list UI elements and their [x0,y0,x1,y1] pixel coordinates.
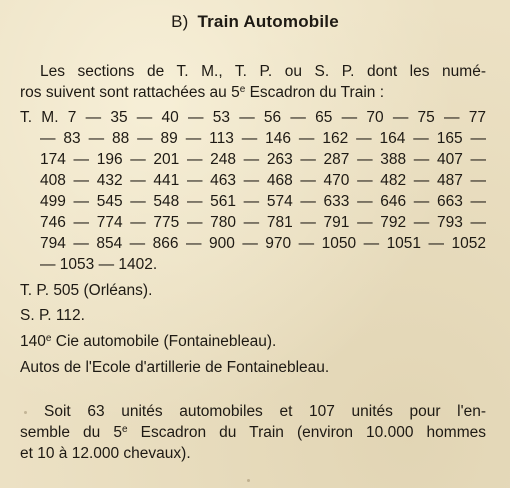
sp-line: S. P. 112. [20,307,85,324]
intro-line-2 [20,83,384,103]
cie-line [20,332,276,352]
tm-list-line-7: 794 — 854 — 866 — 900 — 970 — 1050 — 1051 — 1052 [40,235,486,252]
summary-line-2-end: Escadron du Train (environ 10.000 hommes [127,424,486,441]
autos-line: Autos de l'Ecole d'artillerie de Fontainebleau. [20,359,330,376]
section-title: Train Automobile [197,12,339,31]
section-heading [0,12,510,32]
tm-list-line-1: T. M. 7 — 35 — 40 — 53 — 56 — 65 — 70 — 75 — 77 [20,109,486,126]
tm-list-line-5: 499 — 545 — 548 — 561 — 574 — 633 — 646 — 663 — [40,193,486,210]
cie-text: Cie automobile (Fontainebleau). [51,333,277,350]
intro-line-2-sup: e [239,84,246,95]
paper-speck [247,479,250,482]
intro-line-1: Les sections de T. M., T. P. ou S. P. dont les numé- [40,63,486,80]
cie-number: 140 [20,333,46,350]
tm-list-line-2: — 83 — 88 — 89 — 113 — 146 — 162 — 164 — 165 — [40,130,486,147]
summary-line-2-sup: e [121,424,128,435]
section-letter: B) [171,12,189,31]
cie-sup: e [45,333,52,344]
summary-line-3: et 10 à 12.000 chevaux). [20,445,191,462]
tm-list-line-6: 746 — 774 — 775 — 780 — 781 — 791 — 792 — 793 — [40,214,486,231]
summary-line-1: Soit 63 unités automobiles et 107 unités pour l'en- [44,403,486,420]
intro-line-2-start: ros suivent sont rattachées au 5 [20,84,240,101]
intro-line-2-end: Escadron du Train : [245,84,384,101]
tm-list-line-8: — 1053 — 1402. [40,256,158,273]
tm-list-line-3: 174 — 196 — 201 — 248 — 263 — 287 — 388 — 407 — [40,151,486,168]
summary-line-2-start: semble du 5 [20,424,122,441]
tp-line: T. P. 505 (Orléans). [20,282,153,299]
tm-list-line-4: 408 — 432 — 441 — 463 — 468 — 470 — 482 — 487 — [40,172,486,189]
paper-speck [24,411,27,414]
summary-line-2 [20,423,486,443]
